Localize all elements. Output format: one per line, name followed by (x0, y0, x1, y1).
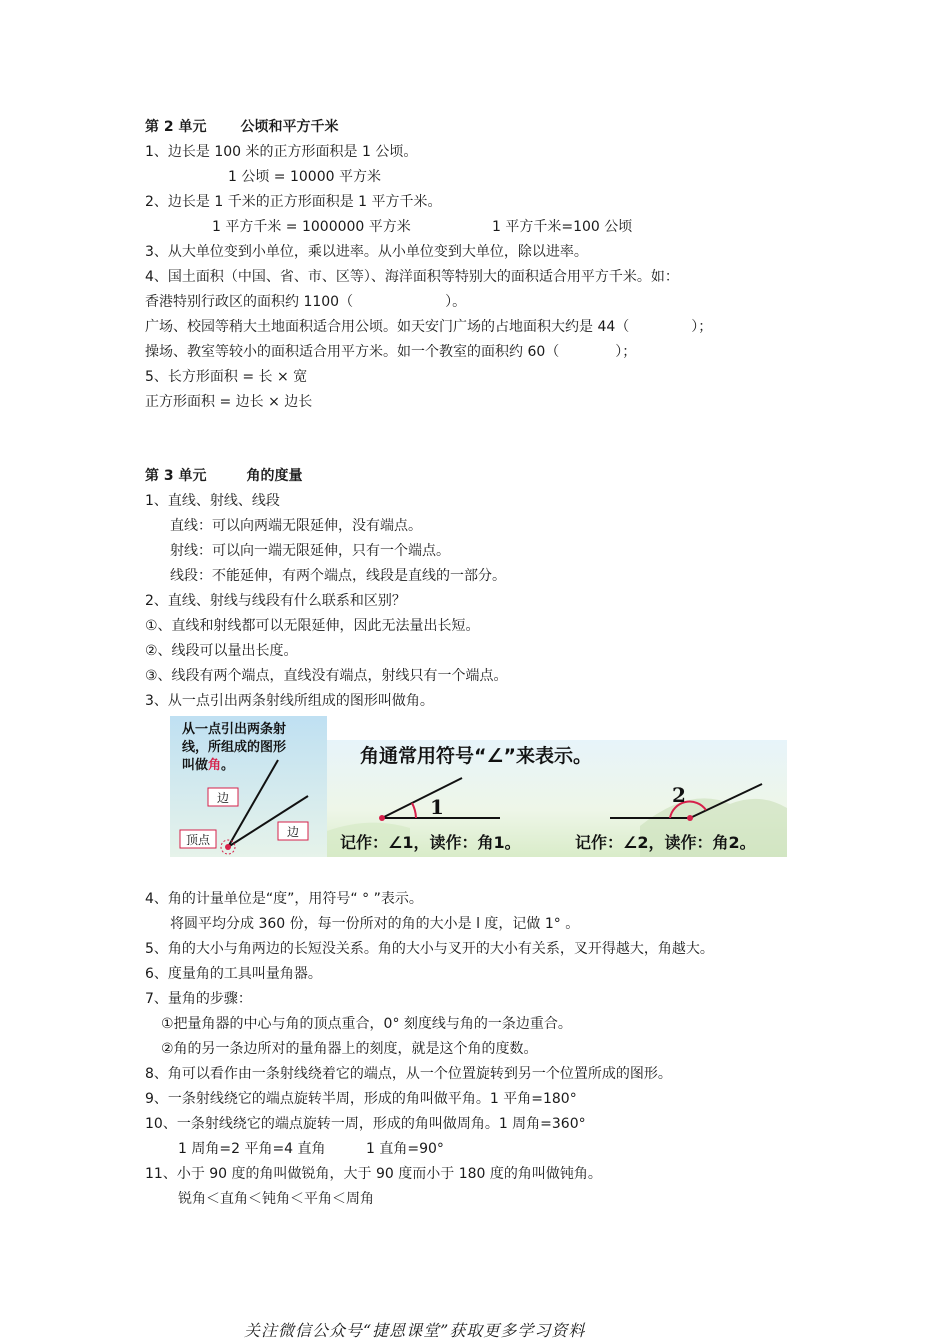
unit2-line-9-end: ）； (615, 344, 637, 360)
figure-left-text-1: 从一点引出两条射 (182, 722, 287, 737)
unit3-line-4: 线段：不能延伸，有两个端点，线段是直线的一部分。 (170, 568, 506, 584)
unit2-line-2: 1 公顷 = 10000 平方米 (228, 169, 381, 185)
unit2-line-9 (145, 342, 636, 362)
unit3-line-12: 5、角的大小与角两边的长短没关系。角的大小与叉开的大小有关系，叉开得越大，角越大。 (145, 941, 714, 957)
unit3-line-13: 6、度量角的工具叫量角器。 (145, 966, 322, 982)
unit2-line-7 (145, 292, 466, 312)
angle2-vertex (687, 815, 693, 821)
vertex-label: 顶点 (185, 833, 211, 847)
unit3-line-3: 射线：可以向一端无限延伸，只有一个端点。 (170, 543, 450, 559)
angle1-caption: 记作：∠1，读作：角1。 (340, 833, 521, 852)
unit2-line-3: 2、边长是 1 千米的正方形面积是 1 平方千米。 (145, 194, 442, 210)
unit3-heading-num: 第 3 单元 (145, 468, 207, 484)
unit2-line-8-end: ）； (691, 319, 713, 335)
unit2-heading-title: 公顷和平方千米 (240, 119, 339, 135)
unit2-line-5: 3、从大单位变到小单位，乘以进率。从小单位变到大单位，除以进率。 (145, 244, 588, 260)
unit2-heading-num: 第 2 单元 (145, 119, 207, 135)
unit3-line-21: 11、小于 90 度的角叫做锐角，大于 90 度而小于 180 度的角叫做钝角。 (145, 1166, 602, 1182)
angle-figure (170, 716, 787, 857)
unit2-line-11: 正方形面积 = 边长 × 边长 (145, 394, 313, 410)
angle-figure-svg (170, 716, 787, 857)
unit3-line-18: 9、一条射线绕它的端点旋转半周，形成的角叫做平角。1 平角=180° (145, 1091, 577, 1107)
angle2-label: 2 (672, 783, 686, 807)
unit3-heading-title: 角的度量 (246, 468, 303, 484)
footer-note: 关注微信公众号“捷恩课堂”获取更多学习资料 (244, 1321, 586, 1340)
unit2-line-8 (145, 317, 712, 337)
unit3-line-19: 10、一条射线绕它的端点旋转一周，形成的角叫做周角。1 周角=360° (145, 1116, 586, 1132)
unit3-line-7: ②、线段可以量出长度。 (145, 643, 298, 659)
figure-left-text-3a: 叫做 (182, 758, 209, 773)
figure-title: 角通常用符号“∠”来表示。 (360, 745, 593, 767)
unit3-line-2: 直线：可以向两端无限延伸，没有端点。 (170, 518, 422, 534)
unit3-line-1: 1、直线、射线、线段 (145, 493, 280, 509)
unit3-line-17: 8、角可以看作由一条射线绕着它的端点，从一个位置旋转到另一个位置所成的图形。 (145, 1066, 672, 1082)
unit3-line-11: 将圆平均分成 360 份，每一份所对的角的大小是 l 度，记做 1° 。 (170, 916, 580, 932)
unit2-line-10: 5、长方形面积 = 长 × 宽 (145, 369, 308, 385)
unit2-line-9-text: 操场、教室等较小的面积适合用平方米。如一个教室的面积约 60（ (145, 344, 560, 360)
figure-left-text-3b: 角 (208, 758, 222, 773)
figure-left-text-2: 线，所组成的图形 (182, 740, 287, 755)
unit2-line-7-end: ）。 (445, 294, 467, 310)
side-label-2: 边 (286, 825, 300, 839)
unit3-heading (145, 466, 303, 486)
unit3-line-20a: 1 周角=2 平角=4 直角 (178, 1141, 326, 1157)
angle2-caption: 记作：∠2，读作：角2。 (575, 833, 756, 852)
unit3-line-8: ③、线段有两个端点，直线没有端点，射线只有一个端点。 (145, 668, 508, 684)
unit2-line-1: 1、边长是 100 米的正方形面积是 1 公顷。 (145, 144, 418, 160)
angle1-label: 1 (430, 795, 444, 819)
unit2-line-8-text: 广场、校园等稍大土地面积适合用公顷。如天安门广场的占地面积大约是 44（ (145, 319, 630, 335)
unit2-line-6: 4、国土面积（中国、省、市、区等）、海洋面积等特别大的面积适合用平方千米。如： (145, 269, 679, 285)
unit3-line-16: ②角的另一条边所对的量角器上的刻度，就是这个角的度数。 (161, 1041, 538, 1057)
unit3-line-22: 锐角＜直角＜钝角＜平角＜周角 (178, 1191, 374, 1207)
figure-left-text-3 (182, 757, 234, 773)
unit3-line-10: 4、角的计量单位是“度”，用符号“ ° ”表示。 (145, 891, 423, 907)
side-label-1: 边 (216, 791, 230, 805)
unit2-line-4b: 1 平方千米=100 公顷 (492, 219, 633, 235)
unit2-line-4a: 1 平方千米 = 1000000 平方米 (212, 219, 411, 235)
unit3-line-15: ①把量角器的中心与角的顶点重合，0° 刻度线与角的一条边重合。 (161, 1016, 572, 1032)
unit2-line-7-text: 香港特别行政区的面积约 1100（ (145, 294, 354, 310)
unit3-line-5: 2、直线、射线与线段有什么联系和区别？ (145, 593, 406, 609)
unit3-line-14: 7、量角的步骤： (145, 991, 252, 1007)
unit3-line-6: ①、直线和射线都可以无限延伸，因此无法量出长短。 (145, 618, 480, 634)
unit3-line-9: 3、从一点引出两条射线所组成的图形叫做角。 (145, 693, 434, 709)
unit3-line-20b: 1 直角=90° (366, 1141, 444, 1157)
vertex-dot (225, 844, 231, 850)
figure-left-text-3c: 。 (221, 758, 235, 773)
angle1-vertex (379, 815, 385, 821)
unit2-heading (145, 117, 339, 137)
